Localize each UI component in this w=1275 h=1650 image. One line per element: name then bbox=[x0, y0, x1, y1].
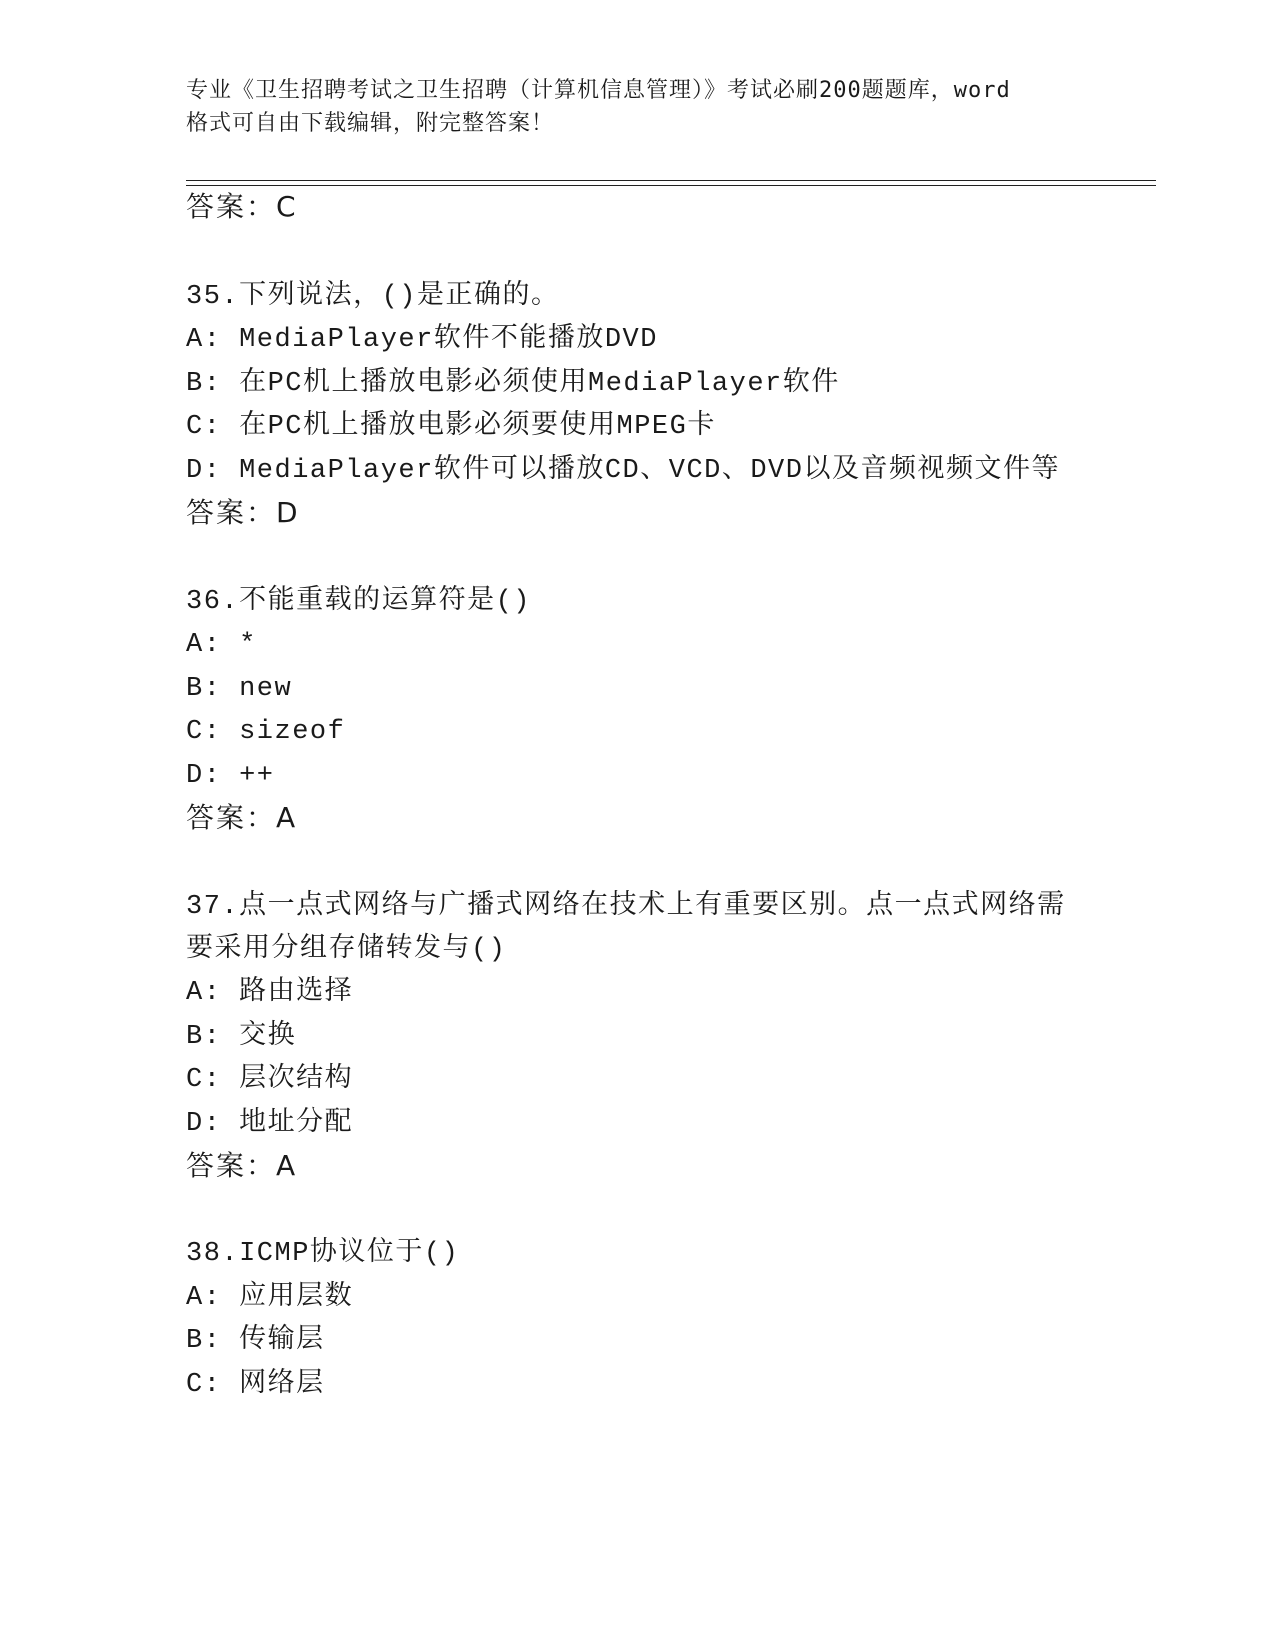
header-rule-bottom bbox=[186, 185, 1156, 186]
question-37-stem-line-2: 要采用分组存储转发与() bbox=[186, 935, 507, 965]
question-37-option-d: D: 地址分配 bbox=[186, 1109, 354, 1139]
question-36-option-a: A: * bbox=[186, 630, 257, 660]
question-38-option-a: A: 应用层数 bbox=[186, 1283, 354, 1313]
question-36-option-c: C: sizeof bbox=[186, 717, 346, 747]
question-36-option-d: D: ++ bbox=[186, 761, 275, 791]
question-36-answer: 答案：A bbox=[186, 801, 298, 834]
question-35-option-d: D: MediaPlayer软件可以播放CD、VCD、DVD以及音频视频文件等 bbox=[186, 456, 1060, 486]
question-35-answer: 答案：D bbox=[186, 496, 300, 529]
question-38-option-c: C: 网络层 bbox=[186, 1370, 325, 1400]
question-35-option-a: A: MediaPlayer软件不能播放DVD bbox=[186, 325, 658, 355]
question-36-stem: 36.不能重载的运算符是() bbox=[186, 587, 532, 617]
question-35-stem: 35.下列说法，()是正确的。 bbox=[186, 282, 560, 312]
question-38-stem: 38.ICMP协议位于() bbox=[186, 1239, 460, 1269]
document-page bbox=[186, 0, 1156, 1650]
question-35-option-c: C: 在PC机上播放电影必须要使用MPEG卡 bbox=[186, 412, 716, 442]
question-37-option-c: C: 层次结构 bbox=[186, 1065, 354, 1095]
document-header bbox=[186, 74, 1086, 140]
header-line-2: 格式可自由下载编辑，附完整答案！ bbox=[186, 111, 555, 136]
question-35-option-b: B: 在PC机上播放电影必须使用MediaPlayer软件 bbox=[186, 369, 840, 399]
question-37-option-a: A: 路由选择 bbox=[186, 978, 354, 1008]
question-37-stem-line-1: 37.点一点式网络与广播式网络在技术上有重要区别。点一点式网络需 bbox=[186, 892, 1066, 922]
question-37-answer: 答案：A bbox=[186, 1149, 298, 1182]
header-line-1: 专业《卫生招聘考试之卫生招聘（计算机信息管理）》考试必刷200题题库，word bbox=[186, 78, 1011, 103]
answer-34: 答案：C bbox=[186, 190, 298, 223]
question-37-option-b: B: 交换 bbox=[186, 1022, 297, 1052]
question-36-option-b: B: new bbox=[186, 674, 293, 704]
question-38-option-b: B: 传输层 bbox=[186, 1326, 325, 1356]
header-rule-top bbox=[186, 180, 1156, 181]
